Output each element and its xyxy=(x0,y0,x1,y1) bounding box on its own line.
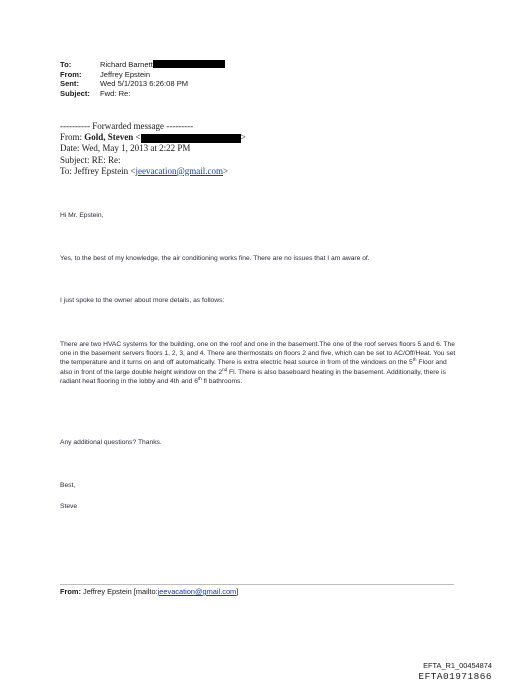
redaction-bar xyxy=(141,134,241,143)
bates-stamp-2: EFTA01971866 xyxy=(418,671,492,682)
greeting: Hi Mr. Epstein, xyxy=(60,212,104,219)
forwarded-from-prefix: From: xyxy=(60,132,85,143)
signature: Steve xyxy=(60,503,78,510)
forwarded-date: Date: Wed, May 1, 2013 at 2:22 PM xyxy=(60,143,191,154)
superscript-th: th xyxy=(197,375,202,381)
redaction-bar xyxy=(153,60,225,68)
subject-label: Subject: xyxy=(60,88,90,98)
forwarded-to-email-link[interactable]: jeevacation@gmail.com xyxy=(135,165,224,176)
header-sent-row xyxy=(60,79,225,89)
quoted-from-text: Jeffrey Epstein [mailto: xyxy=(80,587,158,596)
header-subject-row xyxy=(60,89,225,99)
quoted-from-label: From: xyxy=(60,587,81,596)
paragraph-2: I just spoke to the owner about more details, as follows: xyxy=(60,297,225,304)
forwarded-from-name: Gold, Steven xyxy=(84,132,134,143)
header-to-row xyxy=(60,60,225,70)
forwarded-to-prefix: To: Jeffrey Epstein < xyxy=(60,165,136,176)
forwarded-from-close: > xyxy=(240,132,246,143)
forwarded-from-open: < xyxy=(133,132,141,143)
from-label: From: xyxy=(60,69,82,79)
sent-label: Sent: xyxy=(60,79,79,89)
paragraph-3-part-b: Floor and also in front of the large double height window on the 2 xyxy=(60,359,447,376)
forwarded-block xyxy=(60,121,246,177)
forwarded-to-row xyxy=(60,166,246,177)
quote-divider xyxy=(60,584,454,585)
forwarded-from-row xyxy=(60,132,246,143)
email-header xyxy=(60,60,225,98)
paragraph-3-part-c: Fl. There is also baseboard heating in the basement. Additionally, there is radiant heat flooring in the lobby and 4th and 6 xyxy=(60,368,446,385)
sent-value: Wed 5/1/2013 6:26:08 PM xyxy=(100,79,189,89)
forwarded-subject: Subject: RE: Re: xyxy=(60,154,121,165)
quoted-from-close: ] xyxy=(236,587,239,596)
paragraph-1: Yes, to the best of my knowledge, the air conditioning works fine. There are no issues that I am aware of. xyxy=(60,255,370,262)
paragraph-3-part-d: fl bathrooms. xyxy=(201,377,243,385)
bates-stamp-1: EFTA_R1_00454874 xyxy=(423,661,492,670)
superscript-nd: nd xyxy=(222,366,228,372)
closing: Best, xyxy=(60,482,76,489)
paragraph-3 xyxy=(60,340,460,386)
paragraph-3-part-a: There are two HVAC systems for the building, one on the roof and one in the basement.The one of the roof serves floors 5 and 6. The one in the basement servers floors 1, 2, 3, and 4. There are thermostats on floors 2 and five, which can be set to AC/Off/Heat. You set the temperature and it turns on and off automatically. There is extra electric heat source in from of the windows on the 5 xyxy=(60,341,456,367)
subject-value: Fwd: Re: xyxy=(100,88,131,98)
quoted-from-email-link[interactable]: jeevacation@gmail.com xyxy=(157,587,237,596)
forwarded-marker: ---------- Forwarded message --------- xyxy=(60,121,194,131)
paragraph-4: Any additional questions? Thanks. xyxy=(60,439,162,446)
quoted-from-line xyxy=(60,587,238,596)
superscript-th: th xyxy=(412,357,417,363)
to-value: Richard Barnett xyxy=(100,60,153,69)
to-label: To: xyxy=(60,60,72,69)
header-from-row xyxy=(60,70,225,80)
from-value: Jeffrey Epstein xyxy=(100,69,151,79)
forwarded-to-close: > xyxy=(223,165,229,176)
